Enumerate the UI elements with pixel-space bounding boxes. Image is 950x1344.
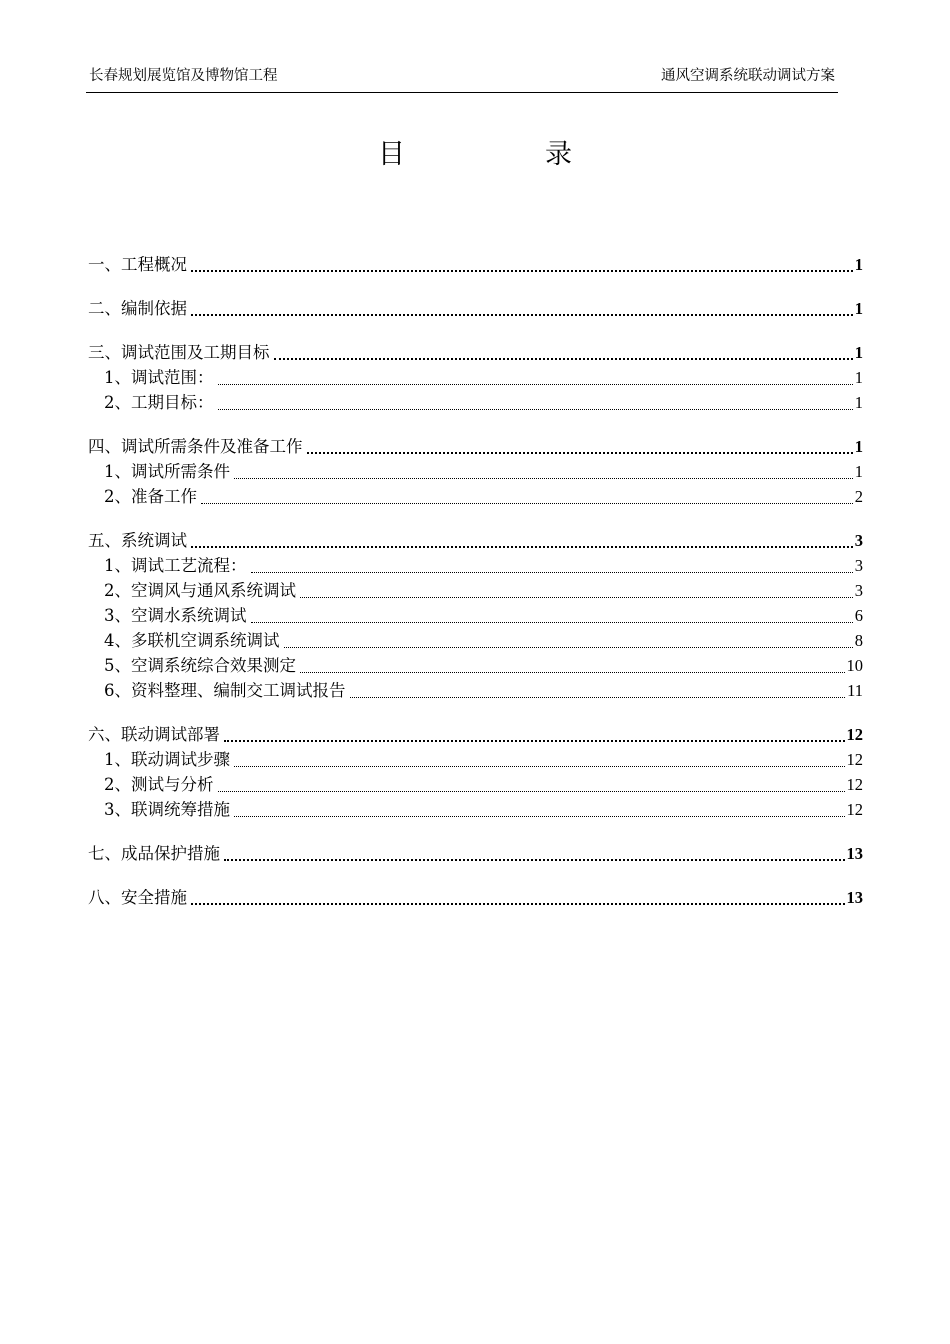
dot-leader [350,696,846,698]
toc-section-label: 三、调试范围及工期目标 [88,343,270,362]
dot-leader [300,671,845,673]
toc-page-number: 6 [854,606,863,625]
toc-subsection[interactable] [88,365,863,390]
toc-page-number: 13 [846,844,863,863]
toc-subsection[interactable] [88,603,863,628]
toc-section-label: 二、编制依据 [88,299,187,318]
toc-section-label: 八、安全措施 [88,888,187,907]
toc-subsection-label: 2、工期目标： [104,393,214,412]
dot-leader [274,357,853,360]
dot-leader [300,596,853,598]
toc-section-8[interactable] [88,885,863,910]
toc-page-number: 1 [854,437,863,456]
toc-subsection-label: 2、准备工作 [104,487,197,506]
toc-page-number: 1 [854,393,863,412]
toc-page-number: 1 [854,255,863,274]
toc-subsection[interactable] [88,553,863,578]
toc-subsection[interactable] [88,772,863,797]
dot-leader [191,269,853,272]
toc-subsection[interactable] [88,459,863,484]
toc-section-label: 一、工程概况 [88,255,187,274]
toc-subsection[interactable] [88,797,863,822]
toc-subsection[interactable] [88,578,863,603]
dot-leader [218,790,845,792]
page-header [86,60,838,93]
toc-page-number: 1 [854,462,863,481]
toc-page-number: 8 [854,631,863,650]
page-title: 目录 [378,139,712,170]
toc-subsection-label: 2、测试与分析 [104,775,214,794]
toc-page-number: 1 [854,368,863,387]
toc-section-1[interactable] [88,252,863,277]
toc-subsection-label: 3、空调水系统调试 [104,606,247,625]
toc-page-number: 13 [846,888,863,907]
dot-leader [284,646,853,648]
toc-section-label: 六、联动调试部署 [88,725,220,744]
dot-leader [201,502,853,504]
dot-leader [234,815,845,817]
toc-subsection-label: 5、空调系统综合效果测定 [104,656,296,675]
toc-page-number: 12 [846,750,863,769]
dot-leader [234,765,845,767]
toc-page-number: 3 [854,556,863,575]
toc-subsection[interactable] [88,484,863,509]
toc-page-number: 11 [847,681,863,700]
header-document-name: 通风空调系统联动调试方案 [661,68,835,84]
toc-page-number: 12 [846,725,863,744]
header-project-name: 长春规划展览馆及博物馆工程 [89,68,278,84]
toc-page-number: 3 [854,581,863,600]
toc-subsection[interactable] [88,747,863,772]
toc-page-number: 2 [854,487,863,506]
toc-page-number: 12 [846,800,863,819]
toc-subsection-label: 4、多联机空调系统调试 [104,631,280,650]
dot-leader [218,383,853,385]
toc-section-7[interactable] [88,841,863,866]
toc-subsection[interactable] [88,678,863,703]
toc-subsection[interactable] [88,390,863,415]
toc-subsection[interactable] [88,653,863,678]
dot-leader [251,621,853,623]
toc-section-label: 五、系统调试 [88,531,187,550]
table-of-contents [88,252,863,910]
toc-subsection-label: 1、调试所需条件 [104,462,230,481]
dot-leader [224,739,845,742]
toc-subsection-label: 1、联动调试步骤 [104,750,230,769]
toc-subsection-label: 3、联调统筹措施 [104,800,230,819]
dot-leader [251,571,853,573]
dot-leader [224,858,845,861]
toc-page-number: 1 [854,299,863,318]
dot-leader [234,477,853,479]
toc-page-number: 3 [854,531,863,550]
toc-subsection[interactable] [88,628,863,653]
toc-subsection-label: 1、调试范围： [104,368,214,387]
toc-subsection-label: 1、调试工艺流程： [104,556,247,575]
toc-section-6[interactable] [88,722,863,747]
dot-leader [191,902,845,905]
toc-section-label: 七、成品保护措施 [88,844,220,863]
toc-section-4[interactable] [88,434,863,459]
dot-leader [191,545,853,548]
toc-section-5[interactable] [88,528,863,553]
dot-leader [191,313,853,316]
toc-page-number: 12 [846,775,863,794]
toc-page-number: 10 [846,656,863,675]
toc-section-3[interactable] [88,340,863,365]
dot-leader [307,451,853,454]
toc-subsection-label: 6、资料整理、编制交工调试报告 [104,681,346,700]
dot-leader [218,408,853,410]
toc-page-number: 1 [854,343,863,362]
toc-section-2[interactable] [88,296,863,321]
toc-subsection-label: 2、空调风与通风系统调试 [104,581,296,600]
toc-section-label: 四、调试所需条件及准备工作 [88,437,303,456]
